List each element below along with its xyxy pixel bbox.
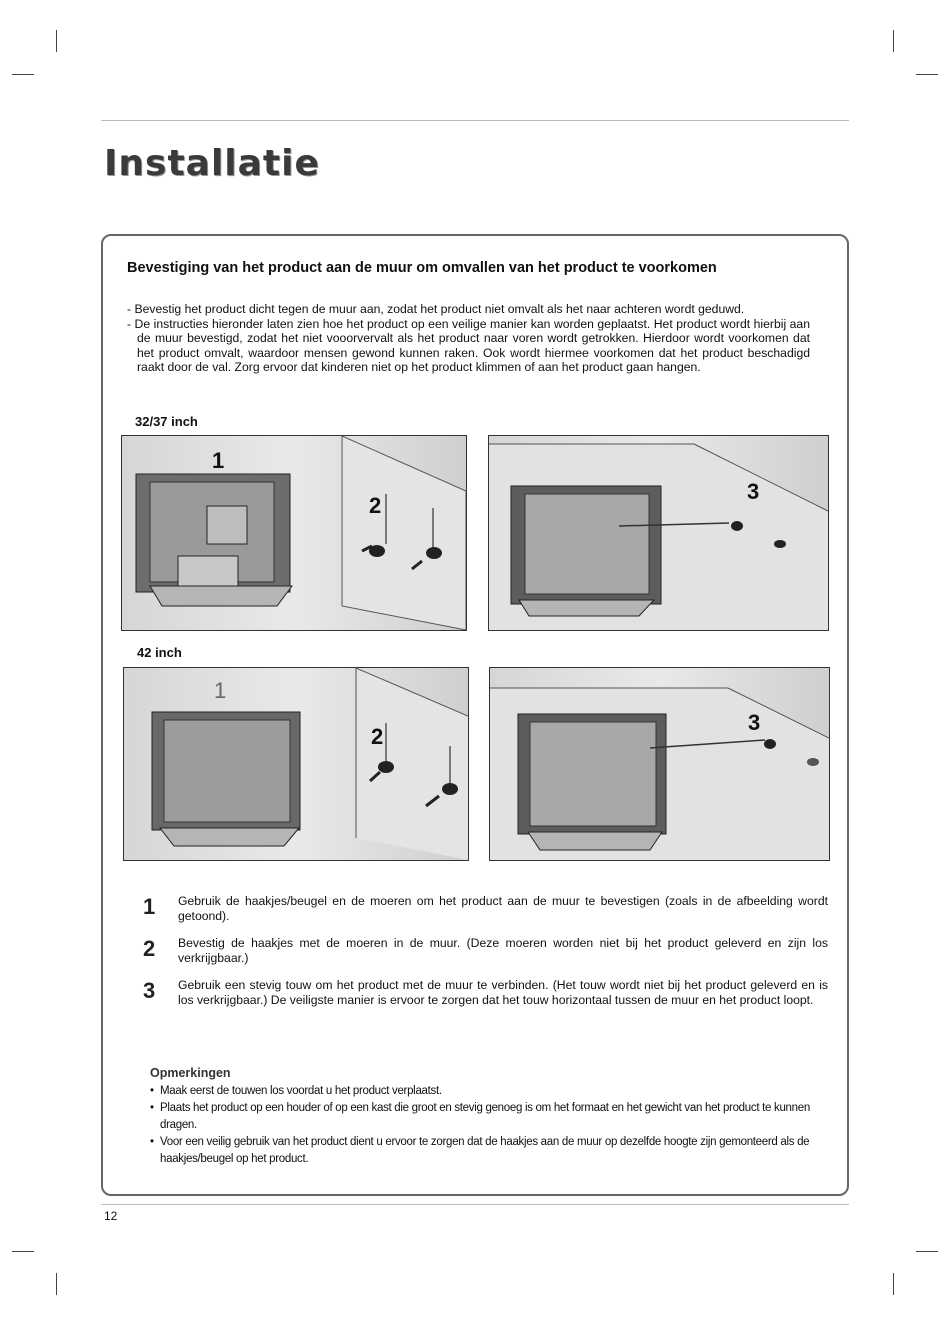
- figure-42-steps-1-2: [123, 667, 469, 861]
- crop-mark: [56, 30, 57, 52]
- crop-mark: [893, 30, 894, 52]
- callout-1: 1: [214, 678, 227, 703]
- note-item: • Plaats het product op een houder of op een kast die groot en stevig genoeg is om het formaat en het gewicht van het product te kunnen dragen.: [150, 1100, 825, 1134]
- crop-mark: [893, 1273, 894, 1295]
- step-number: 2: [143, 936, 156, 961]
- section-heading: Bevestiging van het product aan de muur om omvallen van het product te voorkomen: [127, 260, 717, 276]
- tv-rope-illustration: [490, 668, 829, 860]
- crop-mark: [916, 74, 938, 75]
- tv-bracket-illustration: [124, 668, 468, 860]
- callout-3: 3: [748, 710, 761, 735]
- step-number: 1: [143, 894, 156, 919]
- callout-3: 3: [747, 479, 760, 504]
- step-list: [143, 894, 828, 1020]
- page-title: Installatie: [104, 143, 320, 184]
- notes-list: [150, 1083, 825, 1168]
- step-number: 3: [143, 978, 156, 1003]
- step-item: [143, 894, 828, 926]
- callout-2: 2: [371, 724, 384, 749]
- size-label-42: 42 inch: [137, 645, 182, 660]
- callout-2: 2: [369, 493, 382, 518]
- step-text: Bevestig de haakjes met de moeren in de muur. (Deze moeren worden niet bij het product geleverd en zijn los verkrijgbaar.): [178, 936, 828, 965]
- notes-title: Opmerkingen: [150, 1066, 231, 1080]
- size-label-32-37: 32/37 inch: [135, 414, 198, 429]
- step-text: Gebruik de haakjes/beugel en de moeren om het product aan de muur te bevestigen (zoals in de afbeelding wordt getoond).: [178, 894, 828, 923]
- header-rule: [101, 120, 849, 121]
- intro-paragraph: - De instructies hieronder laten zien hoe het product op een veilige manier kan worden geplaatst. Het product wordt hierbij aan de muur bevestigd, zodat het niet vooorvervalt als het product naar voren wordt getrokken. Hierdoor wordt voorkomen dat het product omvalt, waardoor mensen gewond kunnen raken. Ook wordt hiermee voorkomen dat het product beschadigd raakt door de val. Zorg ervoor dat kinderen niet op het product klimmen of aan het product gaan hangen.: [127, 316, 810, 375]
- step-item: [143, 978, 828, 1010]
- page-number: 12: [104, 1209, 118, 1223]
- tv-bracket-illustration: [122, 436, 466, 630]
- note-item: • Voor een veilig gebruik van het product dient u ervoor te zorgen dat de haakjes aan de muur op dezelfde hoogte zijn gemonteerd als de haakjes/beugel op het product.: [150, 1134, 825, 1168]
- figure-32-37-steps-1-2: [121, 435, 467, 631]
- figure-42-step-3: [489, 667, 830, 861]
- intro-text: [127, 302, 810, 375]
- crop-mark: [56, 1273, 57, 1295]
- crop-mark: [916, 1251, 938, 1252]
- figure-32-37-step-3: [488, 435, 829, 631]
- notes-section: [150, 1066, 825, 1168]
- callout-1: 1: [212, 448, 225, 473]
- step-text: Gebruik een stevig touw om het product met de muur te verbinden. (Het touw wordt niet bij het product geleverd en is los verkrijgbaar.) De veiligste manier is ervoor te zorgen dat het touw horizontaal tussen de muur en het product loopt.: [178, 978, 828, 1007]
- crop-mark: [12, 74, 34, 75]
- footer-rule: [101, 1204, 849, 1205]
- step-item: [143, 936, 828, 968]
- tv-rope-illustration: [489, 436, 828, 630]
- note-item: • Maak eerst de touwen los voordat u het product verplaatst.: [150, 1083, 825, 1100]
- intro-paragraph: - Bevestig het product dicht tegen de muur aan, zodat het product niet omvalt als het naar achteren wordt geduwd.: [127, 302, 745, 316]
- crop-mark: [12, 1251, 34, 1252]
